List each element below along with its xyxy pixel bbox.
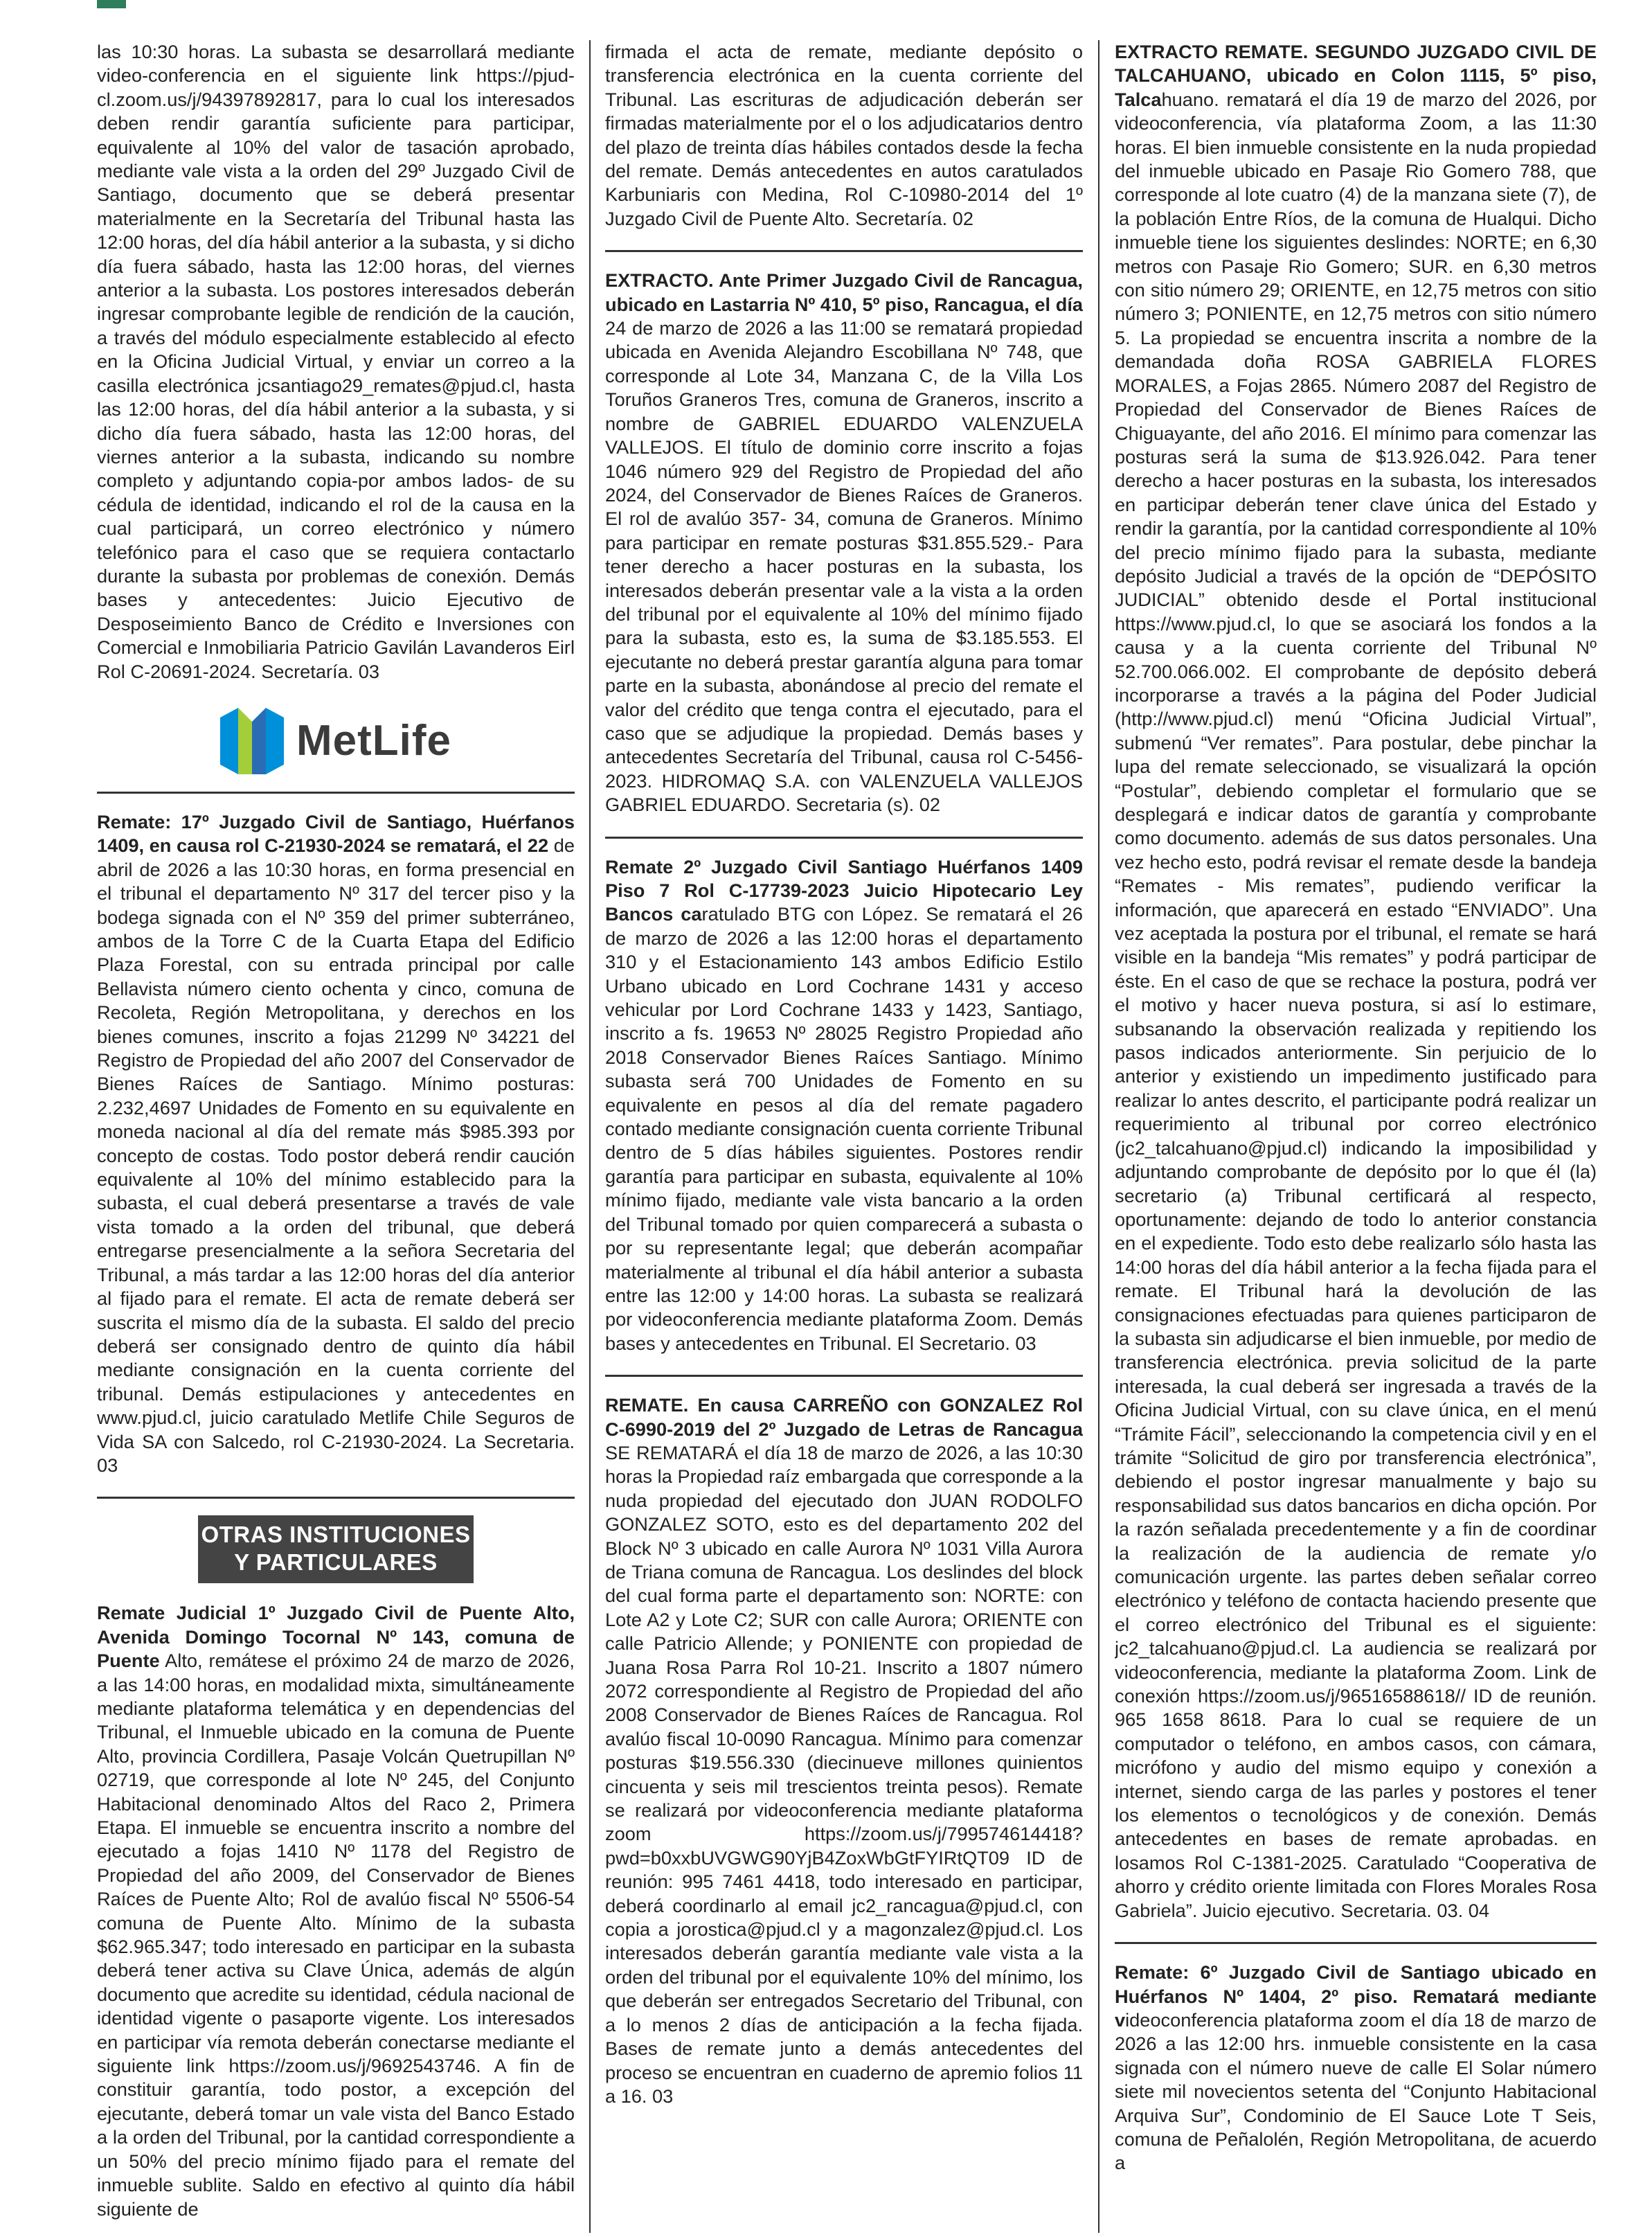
notice-6-juzgado-santiago — [1115, 1961, 1597, 2185]
notice-heading: Remate Judicial 1º Juzgado Civil de Puente Alto, Avenida Domingo Tocornal Nº 143, comuna de Puente — [97, 1602, 575, 1672]
notice-heading: Remate: 6º Juzgado Civil de Santiago ubicado en Huérfanos Nº 1404, 2º piso. Rematará mediante v — [1115, 1961, 1597, 2031]
notice-heading: Remate 2º Juzgado Civil Santiago Huérfanos 1409 Piso 7 Rol C-17739-2023 Juicio Hipotecario Ley Bancos ca — [605, 855, 1083, 925]
notice-text: ratulado BTG con López. Se rematará el 26 de marzo de 2026 a las 12:00 horas el departamento 310 y el Estacionamiento 143 ambos Edificio Estilo Urbano ubicado en Lord Cochrane 1431 y acceso vehicular por Lord Cochrane 1433 y 1423, Santiago, inscrito a fs. 19653 Nº 28025 Registro Propiedad año 2018 Conservador Bienes Raíces Santiago. Mínimo subasta será 700 Unidades de Fomento en su equivalente en pesos al día del remate pagadero contado mediante consignación cuenta corriente Tribunal dentro de 5 días hábiles siguientes. Postores rendir garantía para participar en subasta, equivalente al 10% mínimo fijado, mediante vale vista bancario a la orden del Tribunal tomado por quien comparecerá a subasta o por su representante legal; que deberán acompañar materialmente al tribunal el día hábil anterior a subasta entre las 12:00 y 14:00 horas. La subasta se realizará por videoconferencia mediante plataforma Zoom. Demás bases y antecedentes en Tribunal. El Secretario. 03 — [605, 903, 1083, 1354]
divider — [97, 792, 575, 794]
metlife-logo — [97, 700, 575, 782]
notice-body — [97, 810, 575, 1477]
notice-body — [1115, 1961, 1597, 2175]
section-header-line-1: OTRAS INSTITUCIONES — [201, 1522, 471, 1548]
notice-text: SE REMATARÁ el día 18 de marzo de 2026, a las 10:30 horas la Propiedad raíz embargada que corresponde a la nuda propiedad del ejecutado don JUAN RODOLFO GONZALEZ SOTO, esto es del departamento 202 del Block Nº 3 ubicado en calle Aurora Nº 1031 Villa Aurora de Triana comuna de Rancagua. Los deslindes del block del cual forma parte el departamento son: NORTE: con Lote A2 y Lote C2; SUR con calle Aurora; ORIENTE con calle Patricio Allende; y PONIENTE con propiedad de Juana Rosa Parra Rol 10-21. Inscrito a 1807 número 2072 correspondiente al Registro de Propiedad del año 2008 Conservador de Bienes Raíces de Rancagua. Rol avalúo fiscal 10-0090 Rancagua. Mínimo para comenzar posturas $19.556.330 (diecinueve millones quinientos cincuenta y seis mil trescientos treinta pesos). Remate se realizará por videoconferencia mediante plataforma zoom https://zoom.us/j/799574614418?pwd=b0xxbUVGWG90YjB4ZoxWbGtFYIRtQT09 ID de reunión: 995 7461 4418, todo interesado en participar, deberá coordinarlo al email jc2_rancagua@pjud.cl, con copia a jorostica@pjud.cl y a magonzalez@pjud.cl. Los interesados deberán garantía mediante vale vista a la orden del tribunal por el equivalente 10% del mínimo, los que deberán ser entregados Secretario del Tribunal, con a lo menos 2 días de anticipación a la fecha fijada. Bases de remate junto a demás antecedentes del proceso se encuentran en cuaderno de apremio folios 11 a 16. 03 — [605, 1441, 1083, 2107]
notice-continuation-puente-alto — [605, 40, 1083, 240]
notice-continuation-29-juzgado — [97, 40, 575, 693]
notice-body — [97, 1601, 575, 2221]
notice-1-juzgado-puente-alto — [97, 1601, 575, 2231]
section-header-otras-instituciones — [198, 1515, 474, 1583]
notice-text: de abril de 2026 a las 10:30 horas, en forma presencial en el tribunal el departamento Nº 317 del tercer piso y la bodega signada con el Nº 359 del primer subterráneo, ambos de la Torre C de la Cuarta Etapa del Edificio Plaza Forestal, con su entrada principal por calle Bellavista número ciento ochenta y cinco, comuna de Recoleta, Región Metropolitana, y derechos en los bienes comunes, inscrito a fojas 21299 Nº 34221 del Registro de Propiedad del año 2007 del Conservador de Bienes Raíces de Santiago. Mínimo posturas: 2.232,4697 Unidades de Fomento en su equivalente en moneda nacional al día del remate más $985.393 por concepto de costas. Todo postor deberá rendir caución equivalente al 10% del mínimo establecido para la subasta, el cual deberá presentarse a través de vale vista tomado a la orden del tribunal, que deberá entregarse presencialmente a la señora Secretaria del Tribunal, a más tardar a las 12:00 horas del día anterior al fijado para el remate. El acta de remate deberá ser suscrita el mismo día de la subasta. El saldo del precio deberá ser consignado dentro de quinto día hábil mediante consignación en la cuenta corriente del tribunal. Demás estipulaciones y antecedentes en www.pjud.cl, juicio caratulado Metlife Chile Seguros de Vida SA con Salcedo, rol C-21930-2024. La Secretaria. 03 — [97, 835, 575, 1476]
notice-text: Alto, remátese el próximo 24 de marzo de 2026, a las 14:00 horas, en modalidad mixta, simultáneamente mediante plataforma telemática y en dependencias del Tribunal, el Inmueble ubicado en la comuna de Puente Alto, provincia Cordillera, Pasaje Volcán Quetrupillan Nº 02719, que corresponde al lote Nº 245, del Conjunto Habitacional denominado Altos del Raco 2, Primera Etapa. El inmueble se encuentra inscrito a nombre del ejecutado a fojas 1410 Nº 1178 del Registro de Propiedad del año 2009, del Conservador de Bienes Raíces de Puente Alto; Rol de avalúo fiscal Nº 5506-54 comuna de Puente Alto. Mínimo de la subasta $62.965.347; todo interesado en participar en la subasta deberá tener activa su Clave Única, además de algún documento que acredite su identidad, cédula nacional de identidad vigente o pasaporte vigente. Los interesados en participar vía remota deberán conectarse mediante el siguiente link https://zoom.us/j/9692543746. A fin de constituir garantía, todo postor, a excepción del ejecutante, deberá tomar un vale vista del Banco Estado a la orden del Tribunal, por la cantidad correspondiente a un 50% del precio mínimo fijado para el remate del inmueble sublite. Saldo en efectivo al quinto día hábil siguiente de — [97, 1650, 575, 2220]
page-corner-mark — [97, 0, 126, 8]
column-3 — [1115, 40, 1597, 2233]
notice-text: huano. rematará el día 19 de marzo del 2026, por videoconferencia, vía plataforma Zoom, a las 11:30 horas. El bien inmueble consistente en la nuda propiedad del inmueble ubicado en Pasaje Rio Gomero 788, que corresponde al lote cuatro (4) de la manzana siete (7), de la población Entre Ríos, de la comuna de Hualqui. Dicho inmueble tiene los siguientes deslindes: NORTE; en 6,30 metros con Pasaje Rio Gomero; SUR. en 6,30 metros con sitio número 29; ORIENTE, en 12,75 metros con sitio número 3; PONIENTE, en 12,75 metros con sitio número 5. La propiedad se encuentra inscrita a nombre de la demandada doña ROSA GABRIELA FLORES MORALES, a Fojas 2865. Número 2087 del Registro de Propiedad del Conservador de Bienes Raíces de Chiguayante, del año 2016. El mínimo para comenzar las posturas será la suma de $13.926.042. Para tener derecho a hacer posturas en la subasta, los interesados en participar deberán tener clave única del Estado y rendir la garantía, por la cantidad correspondiente al 10% del precio mínimo fijado para la subasta, mediante depósito Judicial a través de la opción de “DEPÓSITO JUDICIAL” obtenido desde el Portal institucional https://www.pjud.cl, lo que se asociará los fondos a la causa y a la cuenta corriente del Tribunal Nº 52.700.066.002. El comprobante de depósito deberá incorporarse a través a la página del Poder Judicial (http://www.pjud.cl) menú “Oficina Judicial Virtual”, submenú “Ver remates”. Para postular, debe pinchar la lupa del remate seleccionado, se visualizará la opción “Postular”, debiendo completar el formulario que se desplegará e indicar datos de garantía y comprobante como documento. además de sus datos personales. Una vez hecho esto, podrá revisar el remate desde la bandeja “Remates - Mis remates”, pudiendo verificar la información, que aparecerá en estado “ENVIADO”. Una vez aceptada la postura por el tribunal, el remate se hará visible en la bandeja “Mis remates” y podrá participar de éste. En el caso de que se rechace la postura, podrá ver el motivo y hacer nueva postura, si así lo estimare, subsanando la observación realizada y repitiendo los pasos indicados anteriormente. Sin perjuicio de lo anterior y existiendo un impedimento justificado para realizar lo antes descrito, el participante podrá realizar un requerimiento al tribunal por correo electrónico (jc2_talcahuano@pjud.cl) indicando la imposibilidad y adjuntando comprobante de depósito por lo que él (la) secretario (a) Tribunal certificará al respecto, oportunamente: dejando de todo lo anterior constancia en el expediente. Todo esto debe realizarlo sólo hasta las 14:00 horas del día hábil anterior a la fecha fijada para el remate. El Tribunal hará la devolución de las consignaciones efectuadas para quienes participaron de la subasta sin adjudicarse el bien inmueble, por medio de transferencia electrónica. previa solicitud de la parte interesada, la cual deberá ser ingresada a través de la Oficina Judicial Virtual, con su clave única, en el menú “Trámite Fácil”, seleccionando la competencia civil y en el trámite “Solicitud de giro por transferencia electrónica”, debiendo el postor ingresar manualmente y bajo su responsabilidad sus datos bancarios en dicha opción. Por la razón señalada precedentemente y a fin de coordinar la realización de la audiencia de remate y/o comunicación urgente. las partes deben señalar correo electrónico y teléfono de contacta haciendo presente que el correo electrónico del Tribunal es el siguiente: jc2_talcahuano@pjud.cl. La audiencia se realizará por videoconferencia, mediante la plataforma Zoom. Link de conexión https://zoom.us/j/96516588618// ID de reunión. 965 1658 8618. Para lo cual se requiere de un computador o teléfono, en ambos casos, con cámara, micrófono y audio del mismo equipo y conexión a internet, siendo carga de las parles y postores el tener los elementos o tecnológicos y de conexión. Demás antecedentes en bases de remate aprobadas. en losamos Rol C-1381-2025. Caratulado “Cooperativa de ahorro y crédito oriente limitada con Flores Morales Rosa Gabriela”. Juicio ejecutivo. Secretaria. 03. 04 — [1115, 88, 1597, 1921]
section-header-line-2: Y PARTICULARES — [234, 1549, 438, 1576]
metlife-wordmark: MetLife — [296, 716, 451, 765]
notice-body — [605, 269, 1083, 817]
column-2 — [605, 40, 1083, 2233]
notice-text: ideoconferencia plataforma zoom el día 18 de marzo de 2026 a las 12:00 hrs. inmueble consistente en la casa signada con el número nueve de calle El Solar número siete mil novecientos setenta del “Conjunto Habitacional Arquiva Sur”, Condominio de El Sauce Lote T Seis, comuna de Peñalolén, Región Metropolitana, de acuerdo a — [1115, 2008, 1597, 2174]
notice-text: las 10:30 horas. La subasta se desarrollará mediante video-conferencia en el siguiente link https://pjud-cl.zoom.us/j/94397892817, para lo cual los interesados deben rendir garantía suficiente para participar, equivalente al 10% del valor de tasación aprobado, mediante vale vista a la orden del 29º Juzgado Civil de Santiago, documento que se deberá presentar materialmente en la Secretaría del Tribunal hasta las 12:00 horas, del día hábil anterior a la subasta, y si dicho día fuera sábado, hasta las 12:00 horas, del viernes anterior a la subasta. Los postores interesados deberán ingresar comprobante legible de rendición de la caución, a través del módulo especialmente establecido al efecto en la Oficina Judicial Virtual, y enviar un correo a la casilla electrónica jcsantiago29_remates@pjud.cl, hasta las 12:00 horas, del día hábil anterior a la subasta, y si dicho día fuera sábado, hasta las 12:00 horas, del viernes anterior a la subasta, indicando su nombre completo y adjuntando copia-por ambos lados- de su cédula de identidad, indicando el rol de la causa en la cual participará, un correo electrónico y número telefónico para el caso que se requiera contactarlo durante la subasta por problemas de conexión. Demás bases y antecedentes: Juicio Ejecutivo de Desposeimiento Banco de Crédito e Inversiones con Comercial e Inmobiliaria Patricio Gavilán Lavanderos Eirl Rol C-20691-2024. Secretaría. 03 — [97, 41, 575, 682]
divider — [605, 1375, 1083, 1377]
notice-2-juzgado-santiago — [605, 855, 1083, 1366]
column-1 — [97, 40, 575, 2233]
divider — [605, 250, 1083, 252]
notice-heading: EXTRACTO REMATE. SEGUNDO JUZGADO CIVIL DE TALCAHUANO, ubicado en Colon 1115, 5º piso, Talca — [1115, 41, 1597, 110]
notice-body — [1115, 40, 1597, 1923]
divider — [1115, 1942, 1597, 1944]
notice-1-juzgado-rancagua — [605, 269, 1083, 826]
divider — [605, 837, 1083, 839]
notice-body — [605, 855, 1083, 1356]
notice-body — [605, 1393, 1083, 2108]
metlife-m-icon — [220, 708, 284, 774]
notice-heading: Remate: 17º Juzgado Civil de Santiago, Huérfanos 1409, en causa rol C-21930-2024 se rematará, el 22 — [97, 810, 575, 857]
divider — [97, 1497, 575, 1499]
notice-17-juzgado-santiago — [97, 810, 575, 1487]
notice-text: 24 de marzo de 2026 a las 11:00 se rematará propiedad ubicada en Avenida Alejandro Escobillana Nº 748, que corresponde al Lote 34, Manzana C, de la Villa Los Toruños Graneros Tres, comuna de Graneros, inscrito a nombre de GABRIEL EDUARDO VALENZUELA VALLEJOS. El título de dominio corre inscrito a fojas 1046 número 929 del Registro de Propiedad del año 2024, del Conservador de Bienes Raíces de Graneros. El rol de avalúo 357- 34, comuna de Graneros. Mínimo para participar en remate posturas $31.855.529.- Para tener derecho a hacer posturas en la subasta, los interesados deberán presentar vale a la vista a la orden del tribunal por el equivalente al 10% del mínimo fijado para la subasta, esto es, la suma de $3.185.553. El ejecutante no deberá prestar garantía alguna para tomar parte en la subasta, abonándose al precio del remate el valor del crédito que tenga contra el ejecutado, para el caso que se adjudique la propiedad. Demás bases y antecedentes Secretaría del Tribunal, causa rol C-5456-2023. HIDROMAQ S.A. con VALENZUELA VALLEJOS GABRIEL EDUARDO. Secretaria (s). 02 — [605, 317, 1083, 816]
column-rule — [1098, 40, 1099, 2233]
notice-heading: EXTRACTO. Ante Primer Juzgado Civil de Rancagua, ubicado en Lastarria Nº 410, 5º piso, Rancagua, el día — [605, 269, 1083, 315]
notice-body — [605, 40, 1083, 231]
notice-heading: REMATE. En causa CARREÑO con GONZALEZ Rol C-6990-2019 del 2º Juzgado de Letras de Rancagua — [605, 1394, 1083, 1440]
notice-2-juzgado-talcahuano — [1115, 40, 1597, 1932]
notice-body — [97, 40, 575, 684]
notice-2-juzgado-rancagua — [605, 1393, 1083, 2118]
notice-text: firmada el acta de remate, mediante depósito o transferencia electrónica en la cuenta corriente del Tribunal. Las escrituras de adjudicación deberán ser firmadas materialmente por el o los adjudicatarios dentro del plazo de treinta días hábiles contados desde la fecha del remate. Demás antecedentes en autos caratulados Karbuniaris con Medina, Rol C-10980-2014 del 1º Juzgado Civil de Puente Alto. Secretaría. 02 — [605, 41, 1083, 229]
column-rule — [589, 40, 591, 2233]
